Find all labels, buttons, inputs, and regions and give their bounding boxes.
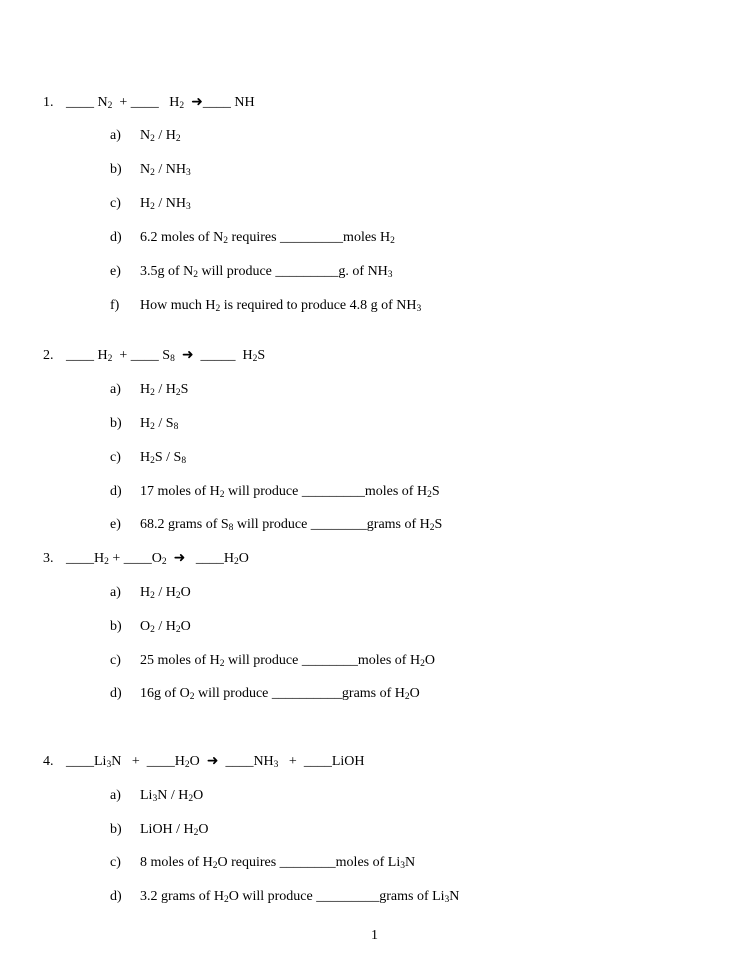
part-label: a) (110, 788, 121, 803)
part-text: $H_2S / S_8$ (140, 450, 187, 466)
part-text: $Li_3N / H_2O$ (140, 788, 204, 804)
part-label: c) (110, 450, 121, 465)
part-text: $H_2 / S_8$ (140, 416, 179, 432)
part-label: b) (110, 822, 122, 837)
part-label: d) (110, 686, 122, 701)
chemical-equation: ____ $H_2$ + ____ $S_8$ ➜ _____ $H_2S$ (66, 348, 266, 364)
part-label: c) (110, 653, 121, 668)
part-text: LiOH / $H_2O$ (140, 822, 209, 838)
part-label: d) (110, 230, 122, 245)
part-label: a) (110, 382, 121, 397)
part-text: 3.2 grams of $H_2O$ will produce _________grams of $Li_3N$ (140, 889, 460, 905)
part-label: d) (110, 484, 122, 499)
chemical-equation: ____ $N_2$ + ____ $H_2$ ➜____ NH (66, 95, 255, 111)
question-number: 4. (43, 754, 54, 769)
part-text: $N_2 / H_2$ (140, 128, 181, 144)
part-text: $H_2 / H_2O$ (140, 585, 191, 601)
chemical-equation: $\_\_\_\_Li_3N$ + $\_\_\_\_H_2O$ ➜ $\_\_\_\_NH_3$ + ____LiOH (66, 754, 365, 770)
part-text: 68.2 grams of $S_8$ will produce ________grams of $H_2S$ (140, 517, 443, 533)
part-text: $H_2 / NH_3$ (140, 196, 191, 212)
part-label: f) (110, 298, 120, 313)
part-label: e) (110, 264, 121, 279)
part-text: 3.5g of $N_2$ will produce _________g. of $NH_3$ (140, 264, 393, 280)
part-text: How much $H_2$ is required to produce 4.8 g of $NH_3$ (140, 298, 422, 314)
part-text: $H_2 / H_2S$ (140, 382, 189, 398)
part-text: 6.2 moles of $N_2$ requires _________moles $H_2$ (140, 230, 395, 246)
part-label: c) (110, 855, 121, 870)
part-label: b) (110, 162, 122, 177)
question-number: 2. (43, 348, 54, 363)
part-label: e) (110, 517, 121, 532)
part-text: $N_2 / NH_3$ (140, 162, 191, 178)
part-text: 8 moles of $H_2O$ requires ________moles of $Li_3N$ (140, 855, 416, 871)
question-number: 3. (43, 551, 54, 566)
part-text: 16g of $O_2$ will produce __________grams of $H_2O$ (140, 686, 420, 702)
chemical-equation: $\_\_\_\_H_2$ + $\_\_\_\_O_2$ ➜ $\_\_\_\_H_2O$ (66, 551, 249, 567)
part-label: b) (110, 619, 122, 634)
part-text: 25 moles of $H_2$ will produce ________moles of $H_2O$ (140, 653, 435, 669)
page-number: 1 (371, 928, 378, 943)
part-text: 17 moles of $H_2$ will produce _________moles of $H_2S$ (140, 484, 440, 500)
part-label: c) (110, 196, 121, 211)
part-text: $O_2 / H_2O$ (140, 619, 191, 635)
part-label: d) (110, 889, 122, 904)
part-label: a) (110, 128, 121, 143)
part-label: b) (110, 416, 122, 431)
question-number: 1. (43, 95, 54, 110)
part-label: a) (110, 585, 121, 600)
